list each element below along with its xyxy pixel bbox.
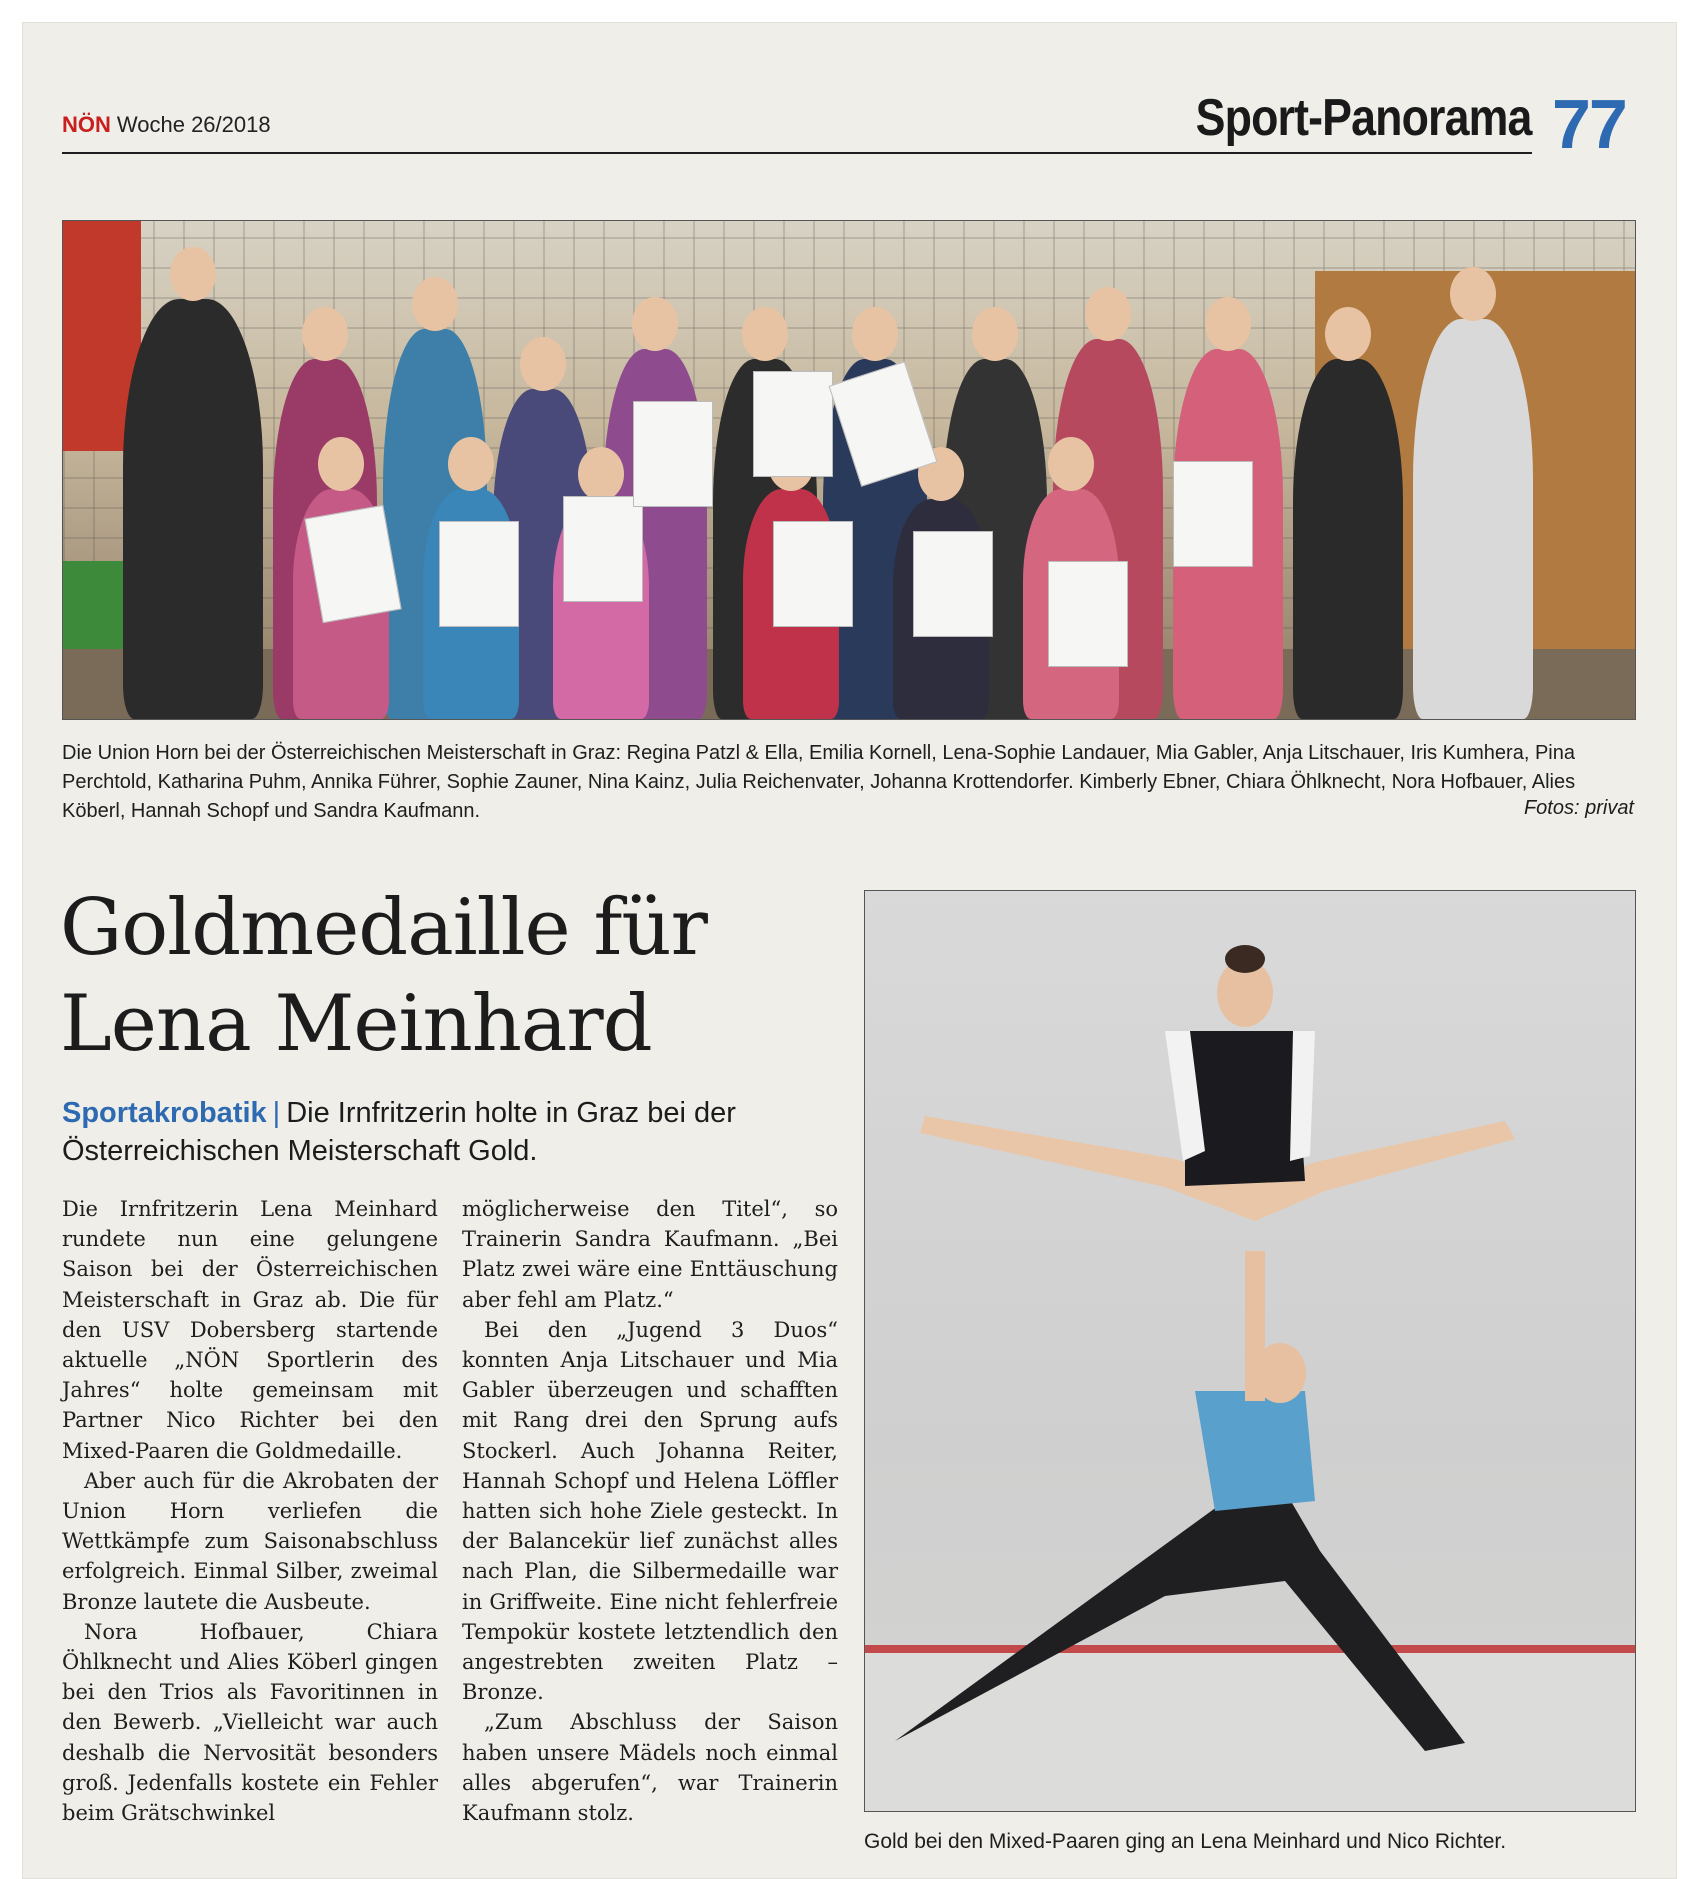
acrobats-illustration	[865, 891, 1635, 1811]
photo-certificate	[439, 521, 519, 627]
issue-label: Woche 26/2018	[116, 112, 271, 137]
photo-person	[1413, 319, 1533, 719]
page-number: 77	[1552, 85, 1626, 163]
paragraph: Bei den „Jugend 3 Duos“ konnten Anja Litschauer und Mia Gabler überzeugen und schafften mit Rang drei den Sprung aufs Stockerl. Auch Johanna Reiter, Hannah Schopf und Helena Löffler hatten sich hohe Ziele gesteckt. In der Balancekür lief zunächst alles nach Plan, die Silbermedaille war in Griffweite. Eine nicht fehlerfreie Tempokür kostete letztendlich den angestrebten zweiten Platz – Bronze.	[462, 1317, 838, 1705]
section-title: Sport-Panorama	[1196, 89, 1532, 147]
article-column-2	[462, 1194, 838, 1828]
paragraph: Die Irnfritzerin Lena Meinhard rundete nun eine gelungene Saison bei der Österreichischen Meisterschaft in Graz ab. Die für den USV Dobersberg startende aktuelle „NÖN Sportlerin des Jahres“ holte gemeinsam mit Partner Nico Richter bei den Mixed-Paaren die Goldmedaille.	[62, 1197, 438, 1463]
flyer-hair	[1225, 945, 1265, 973]
paragraph: „Zum Abschluss der Saison haben unsere Mädels noch einmal alles abgerufen“, war Trainerin Kaufmann stolz.	[462, 1710, 838, 1826]
acrobatics-photo-caption: Gold bei den Mixed-Paaren ging an Lena Meinhard und Nico Richter.	[864, 1830, 1507, 1853]
flyer-leotard	[1185, 1031, 1305, 1186]
photo-credit: Fotos: privat	[1523, 797, 1634, 819]
page-header-left	[62, 112, 271, 138]
brand-label: NÖN	[62, 112, 111, 137]
paragraph: Aber auch für die Akrobaten der Union Horn verliefen die Wettkämpfe zum Saisonabschluss erfolgreich. Einmal Silber, zweimal Bronze lautete die Ausbeute.	[62, 1468, 438, 1614]
group-photo-caption: Die Union Horn bei der Österreichischen Meisterschaft in Graz: Regina Patzl & Ella, Emilia Kornell, Lena-Sophie Landauer, Mia Gabler, Anja Litschauer, Iris Kumhera, Pina Perchtold, Katharina Puhm, Annika Führer, Sophie Zauner, Nina Kainz, Julia Reichenvater, Johanna Krottendorfer. Kimberly Ebner, Chiara Öhlknecht, Nora Hofbauer, Alies Köberl, Hannah Schopf und Sandra Kaufmann.	[62, 742, 1576, 822]
photo-certificate	[1173, 461, 1253, 567]
photo-certificate	[1048, 561, 1128, 667]
photo-certificate	[753, 371, 833, 477]
photo-certificate	[633, 401, 713, 507]
photo-certificate	[563, 496, 643, 602]
base-partner-legs	[895, 1491, 1465, 1751]
kicker-separator: |	[272, 1097, 281, 1129]
group-photo	[62, 220, 1636, 720]
article-headline	[60, 880, 840, 1072]
paragraph: Nora Hofbauer, Chiara Öhlknecht und Alies Köberl gingen bei den Trios als Favoritinnen in den Bewerb. „Vielleicht war auch deshalb die Nervosität besonders groß. Jedenfalls kostete ein Fehler beim Grätschwinkel	[62, 1619, 438, 1826]
headline-line-1: Goldmedaille für	[60, 883, 707, 973]
header-rule	[62, 152, 1532, 154]
headline-line-2: Lena Meinhard	[60, 979, 652, 1069]
base-partner-arm	[1245, 1251, 1265, 1401]
photo-certificate	[913, 531, 993, 637]
photo-person	[123, 299, 263, 719]
kicker-label: Sportakrobatik	[62, 1097, 267, 1129]
acrobatics-photo	[864, 890, 1636, 1812]
photo-person	[1293, 359, 1403, 719]
article-subhead	[62, 1094, 852, 1170]
subhead-text: Die Irnfritzerin holte in Graz bei der Österreichischen Meisterschaft Gold.	[62, 1097, 736, 1167]
paragraph: möglicherweise den Titel“, so Trainerin Sandra Kaufmann. „Bei Platz zwei wäre eine Enttäuschung aber fehl am Platz.“	[462, 1197, 838, 1312]
base-partner-torso	[1195, 1391, 1315, 1511]
article-column-1	[62, 1194, 438, 1828]
photo-certificate	[773, 521, 853, 627]
flyer-sleeve	[1290, 1031, 1315, 1161]
